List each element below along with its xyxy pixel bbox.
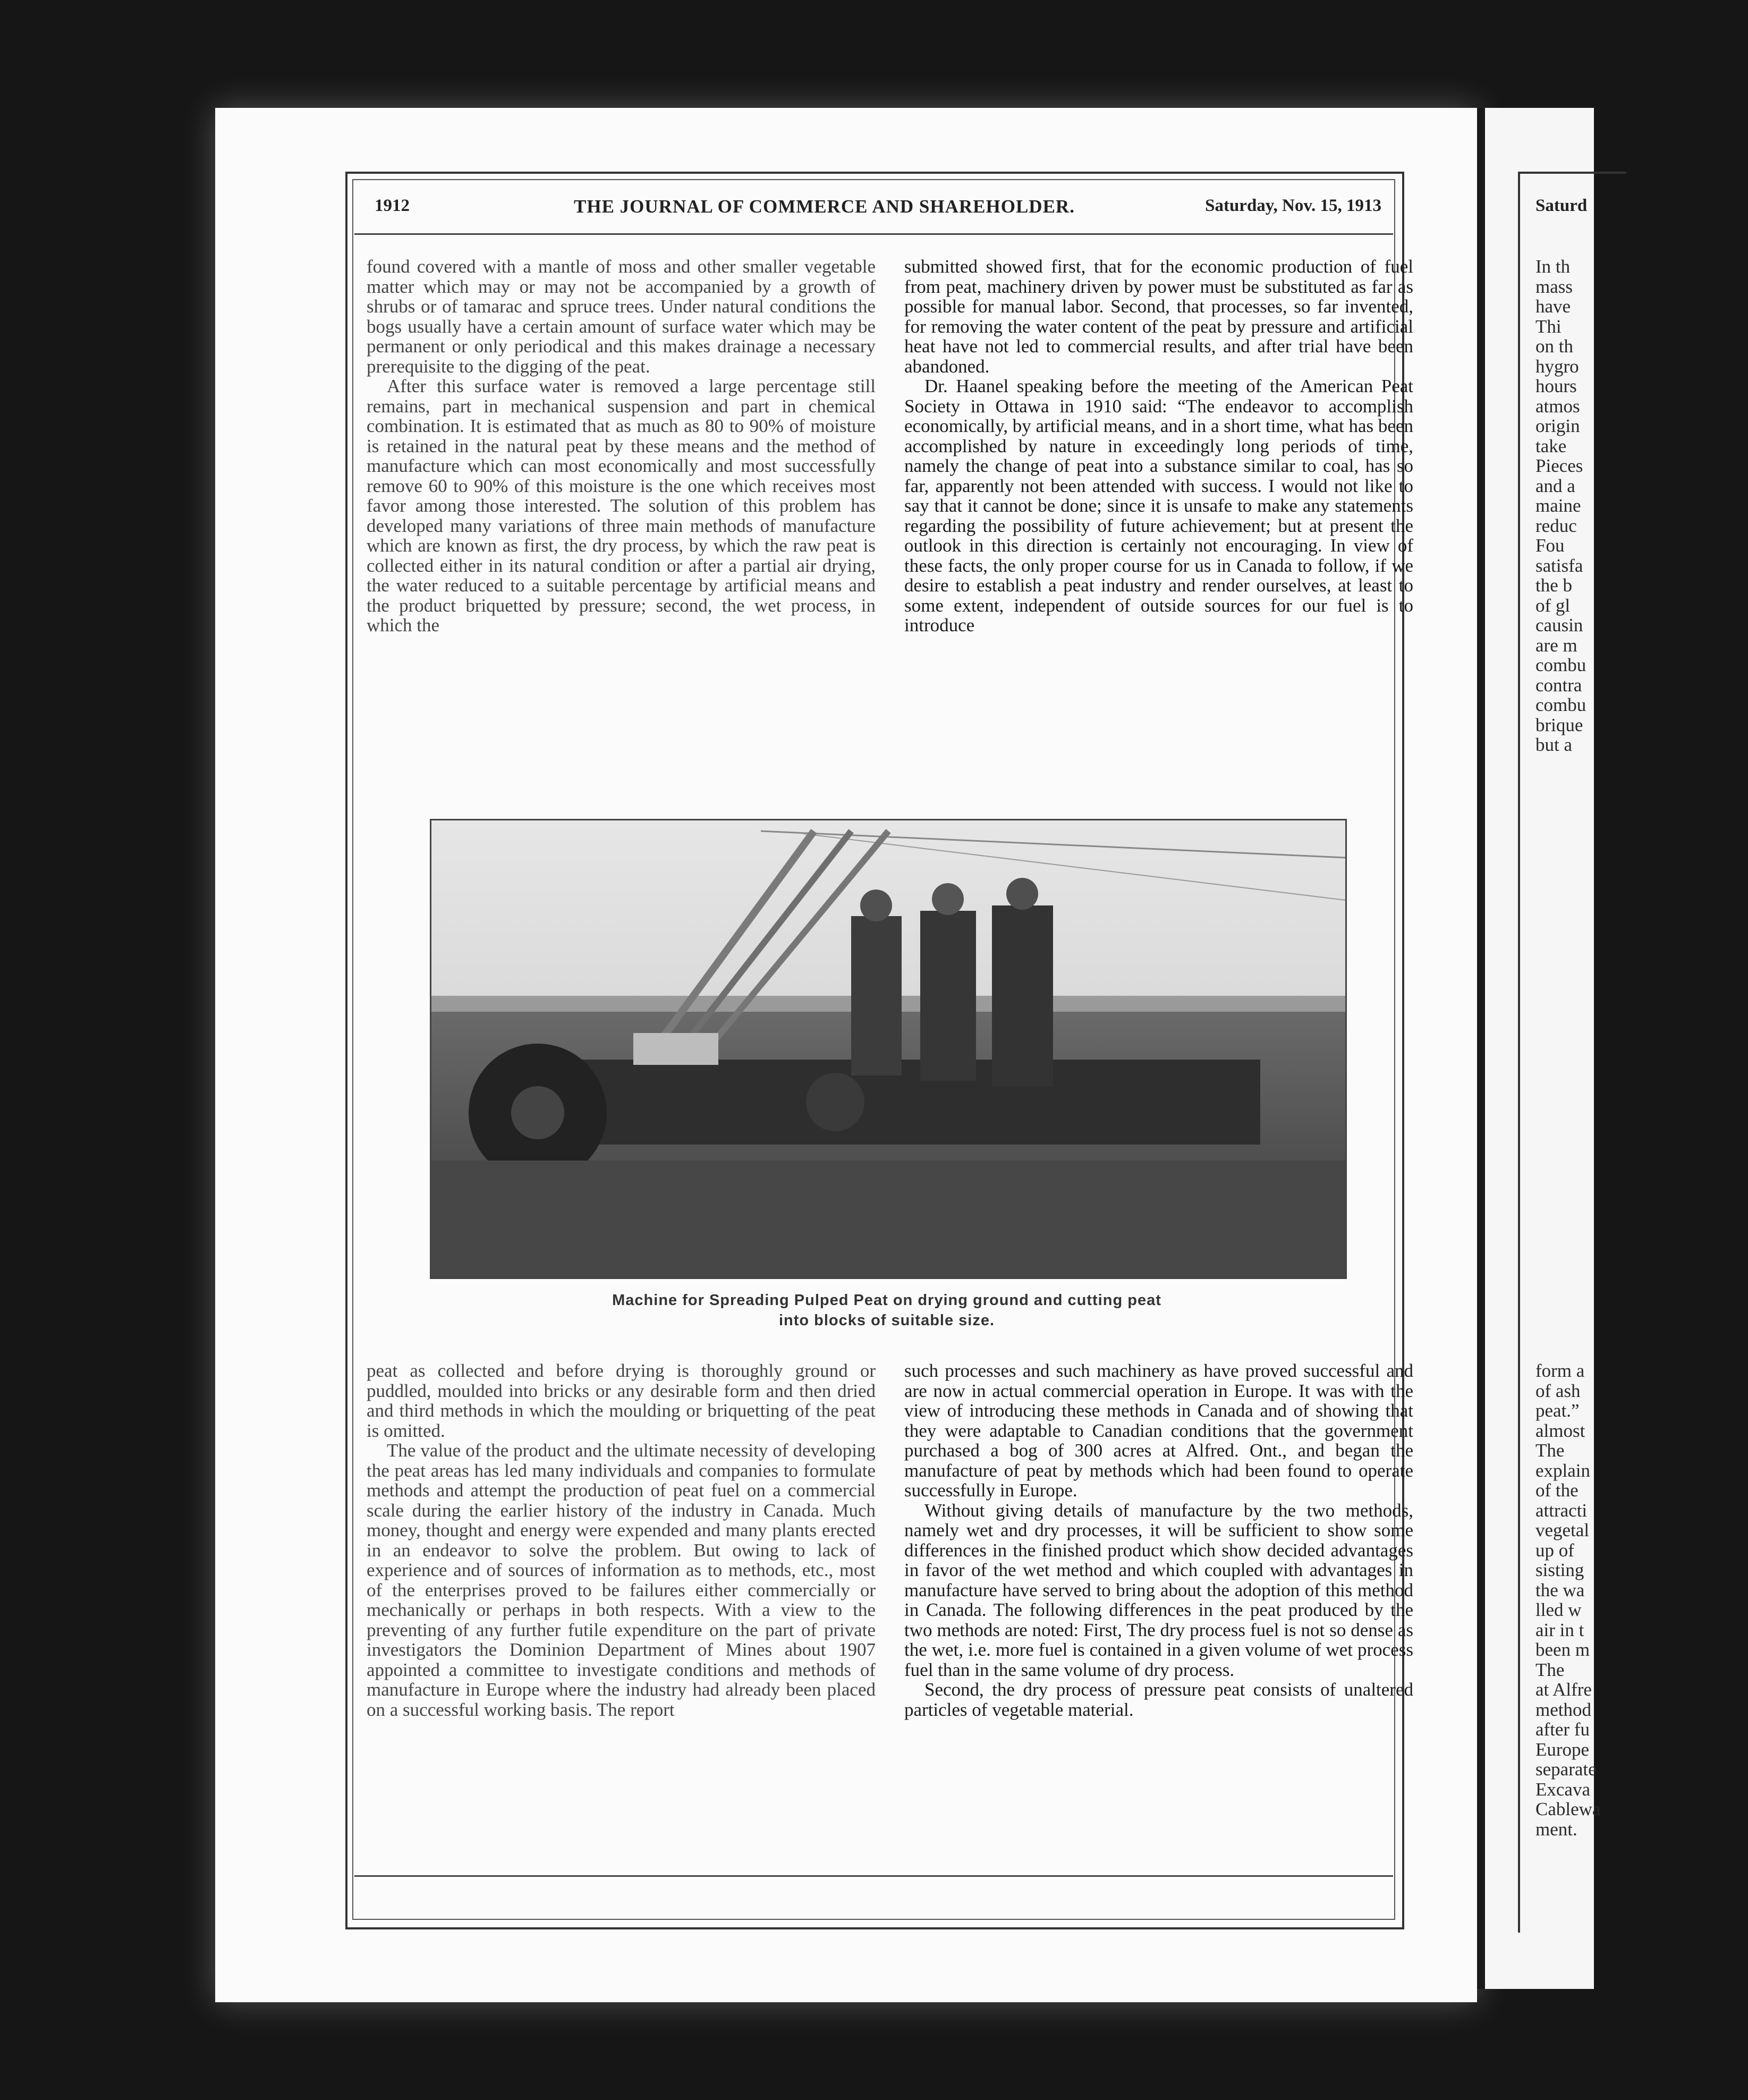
- adjacent-text-line: after fu: [1535, 1719, 1590, 1740]
- gear: [806, 1073, 864, 1131]
- adjacent-text-line: of gl: [1535, 595, 1571, 616]
- adjacent-text-line: but a: [1535, 734, 1573, 755]
- machine-wheel-hub: [511, 1086, 564, 1139]
- adjacent-text-line: Europe: [1535, 1739, 1590, 1760]
- adjacent-text-line: Pieces: [1535, 455, 1583, 476]
- adjacent-column-bottom: [1535, 1361, 1748, 1839]
- paragraph: The value of the product and the ultimate necessity of developing the peat areas has led many individuals and companies to formulate methods and attempt the production of peat fuel on a commercial scale during the earlier history of the industry in Canada. Much money, thought and energy were expended and many plants erected in an endeavor to solve the problem. But owing to lack of experience and of sources of information as to methods, etc., most of the enterprises proved to be failures either commercially or mechanically or perhaps in both respects. With a view to the preventing of any further futile expenditure on the part of private investigators the Dominion Department of Mines about 1907 appointed a committee to investigate conditions and methods of manufacture in Europe where the industry had already been placed on a successful working basis. The report: [367, 1440, 876, 1720]
- adjacent-text-line: take: [1535, 435, 1567, 456]
- adjacent-text-line: maine: [1535, 495, 1581, 516]
- adjacent-text-line: atmos: [1535, 395, 1580, 417]
- article-column-bottom-left: [367, 1361, 876, 1860]
- journal-title: THE JOURNAL OF COMMERCE AND SHAREHOLDER.: [574, 196, 1075, 217]
- adjacent-text-line: contra: [1535, 674, 1582, 696]
- paragraph: Dr. Haanel speaking before the meeting of the American Peat Society in Ottawa in 1910 said: “The endeavor to accomplish economically, by artificial means, and in a short time, what has been accomplished by nature in exceedingly long periods of time, namely the change of peat into a substance similar to coal, has so far, apparently not been attended with success. I would not like to say that it cannot be done; since it is unsafe to make any statements regarding the possibility of future achievement; but at present the outlook in this direction is certainly not encouraging. In view of these facts, the only proper course for us in Canada to follow, if we desire to establish a peat industry and render ourselves, at least to some extent, independent of outside sources for our fuel is to introduce: [904, 376, 1413, 636]
- adjacent-text-line: ment.: [1535, 1818, 1577, 1840]
- adjacent-text-line: brique: [1535, 714, 1583, 735]
- footer-rule: [354, 1875, 1393, 1877]
- running-header: [375, 196, 1381, 228]
- adjacent-text-line: The: [1535, 1659, 1565, 1680]
- adjacent-text-line: Thi: [1535, 316, 1562, 337]
- paragraph: such processes and such machinery as have proved successful and are now in actual commercial operation in Europe. It was with the view of introducing these methods in Canada and of showing that they were adaptable to Canadian conditions that the government purchased a bog of 300 acres at Alfred. Ont., and began the manufacture of peat by methods which had been found to operate successfully in Europe.: [904, 1360, 1413, 1501]
- figure-caption: [430, 1290, 1344, 1331]
- paragraph: peat as collected and before drying is thoroughly ground or puddled, moulded into bricks or any desirable form and then dried and third methods in which the moulding or briquetting of the peat is omitted.: [367, 1360, 876, 1441]
- adjacent-text-line: The: [1535, 1440, 1565, 1461]
- adjacent-text-line: the wa: [1535, 1579, 1585, 1601]
- header-rule: [354, 233, 1393, 235]
- adjacent-text-line: origin: [1535, 416, 1580, 436]
- caption-line: Machine for Spreading Pulped Peat on drying ground and cutting peat: [612, 1292, 1161, 1309]
- adjacent-text-line: combu: [1535, 695, 1586, 715]
- worker: [851, 916, 902, 1076]
- adjacent-text-line: are m: [1535, 634, 1577, 656]
- adjacent-text-line: explain: [1535, 1460, 1591, 1481]
- adjacent-text-line: causin: [1535, 615, 1583, 636]
- machine-box: [633, 1033, 718, 1065]
- page-number: 1912: [375, 196, 410, 215]
- adjacent-page-header: Saturd: [1535, 196, 1588, 215]
- adjacent-text-line: mass: [1535, 276, 1573, 297]
- adjacent-text-line: of the: [1535, 1480, 1579, 1501]
- photo-illustration: [431, 820, 1345, 1277]
- worker-head: [860, 890, 892, 921]
- book-gutter: [1477, 108, 1485, 1989]
- adjacent-text-line: separate: [1535, 1759, 1597, 1780]
- adjacent-text-line: In th: [1535, 256, 1571, 277]
- issue-date: Saturday, Nov. 15, 1913: [1205, 196, 1381, 215]
- worker: [920, 911, 976, 1081]
- caption-line: into blocks of suitable size.: [778, 1312, 995, 1329]
- adjacent-text-line: and a: [1535, 475, 1575, 496]
- adjacent-text-line: been m: [1535, 1639, 1590, 1660]
- adjacent-text-line: almost: [1535, 1420, 1585, 1441]
- paragraph: found covered with a mantle of moss and other smaller vegetable matter which may or may not be accompanied by a growth of shrubs or of tamarac and spruce trees. Under natural conditions the bogs usually have a certain amount of surface water which may be permanent or only periodical and this makes drainage a necessary prerequisite to the digging of the peat.: [367, 256, 876, 377]
- adjacent-text-line: satisfa: [1535, 555, 1583, 576]
- adjacent-text-line: method: [1535, 1699, 1591, 1720]
- worker-head: [1006, 878, 1038, 910]
- peat-machine-photo: [430, 819, 1347, 1279]
- adjacent-text-line: form a: [1535, 1360, 1585, 1381]
- adjacent-text-line: vegetal: [1535, 1520, 1590, 1540]
- adjacent-text-line: lled w: [1535, 1599, 1582, 1620]
- worker: [992, 905, 1053, 1086]
- article-column-bottom-right: [904, 1361, 1413, 1860]
- adjacent-text-line: air in t: [1535, 1619, 1584, 1640]
- adjacent-text-line: at Alfre: [1535, 1679, 1592, 1700]
- adjacent-column-top: [1535, 257, 1748, 755]
- adjacent-text-line: on th: [1535, 336, 1573, 357]
- adjacent-text-line: combu: [1535, 655, 1586, 675]
- adjacent-text-line: of ash: [1535, 1380, 1581, 1401]
- adjacent-text-line: attracti: [1535, 1500, 1588, 1521]
- foreground-soil: [431, 1161, 1345, 1277]
- paragraph: Second, the dry process of pressure peat consists of unaltered particles of vegetable material.: [904, 1679, 1413, 1720]
- article-column-top-right: [904, 257, 1413, 910]
- adjacent-page-fragment: [1485, 108, 1601, 1989]
- article-column-top-left: [367, 257, 876, 910]
- adjacent-text-line: hours: [1535, 376, 1577, 396]
- paragraph: Without giving details of manufacture by the two methods, namely wet and dry processes, it will be sufficient to show some differences in the finished product which show decided advantages in favor of the wet method and which coupled with advantages in manufacture have served to bring about the adoption of this method in Canada. The following differences in the peat produced by the two methods are noted: First, The dry process fuel is not so dense as the wet, i.e. more fuel is contained in a given volume of wet process fuel than in the same volume of dry process.: [904, 1500, 1413, 1680]
- adjacent-text-line: have: [1535, 296, 1571, 317]
- adjacent-text-line: up of: [1535, 1539, 1574, 1561]
- adjacent-text-line: reduc: [1535, 515, 1577, 536]
- adjacent-text-line: sisting: [1535, 1560, 1584, 1580]
- machine-frame: [570, 1060, 1260, 1145]
- adjacent-text-line: Cablewa: [1535, 1799, 1601, 1819]
- worker-head: [932, 883, 964, 915]
- adjacent-text-line: Excava: [1535, 1779, 1590, 1800]
- paragraph: submitted showed first, that for the economic production of fuel from peat, machinery driven by power must be substituted as far as possible for manual labor. Second, that processes, so far invented, for removing the water content of the peat by pressure and artificial heat have not led to commercial results, and after trial have been abandoned.: [904, 256, 1413, 377]
- adjacent-text-line: the b: [1535, 575, 1573, 596]
- journal-page: [215, 108, 1477, 2002]
- adjacent-text-line: hygro: [1535, 355, 1579, 377]
- adjacent-text-line: Fou: [1535, 535, 1565, 556]
- adjacent-text-line: peat.”: [1535, 1400, 1580, 1421]
- paragraph: After this surface water is removed a large percentage still remains, part in mechanical suspension and part in chemical combination. It is estimated that as much as 80 to 90% of moisture is retained in the natural peat by these means and the method of manufacture which can most economically and most successfully remove 60 to 90% of this moisture is the one which receives most favor among those interested. The solution of this problem has developed many variations of three main methods of manufacture which are known as first, the dry process, by which the raw peat is collected either in its natural condition or after a partial air drying, the water reduced to a suitable percentage by artificial means and the product briquetted by pressure; second, the wet process, in which the: [367, 376, 876, 636]
